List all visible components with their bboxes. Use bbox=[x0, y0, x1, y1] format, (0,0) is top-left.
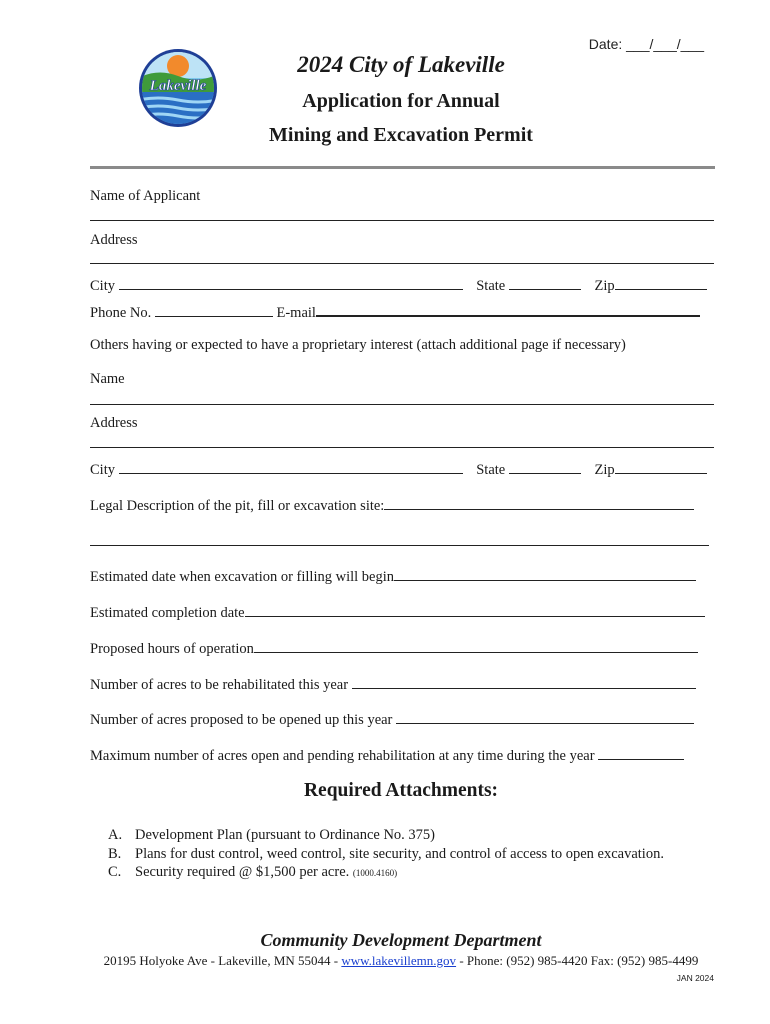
attachment-text: Development Plan (pursuant to Ordinance No. 375) bbox=[135, 827, 435, 843]
legal-description-row bbox=[90, 495, 714, 515]
attachment-item bbox=[108, 864, 397, 881]
acres-opened-row bbox=[90, 709, 714, 729]
attachment-marker: B. bbox=[108, 846, 122, 862]
applicant-city-label: City bbox=[90, 278, 115, 294]
hours-field[interactable] bbox=[254, 638, 698, 653]
acres-rehab-row bbox=[90, 674, 714, 694]
others-name-field[interactable] bbox=[90, 404, 714, 405]
page-title: 2024 City of Lakeville bbox=[297, 52, 505, 77]
attachments-title: Required Attachments: bbox=[303, 780, 499, 801]
logo-text: Lakeville bbox=[149, 78, 207, 94]
legal-description-label: Legal Description of the pit, fill or excavation site: bbox=[90, 498, 385, 514]
website-link[interactable]: www.lakevillemn.gov bbox=[341, 953, 457, 968]
attachment-marker: A. bbox=[108, 827, 123, 843]
completion-date-field[interactable] bbox=[245, 602, 705, 617]
applicant-address-label: Address bbox=[90, 232, 138, 248]
acres-opened-field[interactable] bbox=[396, 709, 694, 724]
applicant-name-label: Name of Applicant bbox=[90, 188, 201, 204]
applicant-address-field[interactable] bbox=[90, 263, 714, 264]
hours-row bbox=[90, 638, 714, 658]
footer-street: 20195 Holyoke Ave - Lakeville, MN 55044 - bbox=[103, 953, 342, 968]
attachment-text: Plans for dust control, weed control, site security, and control of access to open excavation. bbox=[135, 846, 664, 862]
others-name-label: Name bbox=[90, 371, 125, 387]
others-zip-label: Zip bbox=[594, 462, 615, 478]
applicant-city-field[interactable] bbox=[119, 275, 463, 290]
footer-department: Community Development Department bbox=[260, 930, 542, 950]
legal-description-field-line2[interactable] bbox=[90, 545, 709, 546]
max-acres-field[interactable] bbox=[598, 745, 684, 760]
attachment-item bbox=[108, 827, 435, 844]
page-subtitle-line2: Mining and Excavation Permit bbox=[269, 124, 533, 146]
start-date-field[interactable] bbox=[394, 566, 696, 581]
applicant-state-label: State bbox=[476, 278, 506, 294]
applicant-city-row bbox=[90, 275, 714, 295]
page-subtitle-line1: Application for Annual bbox=[302, 90, 500, 112]
completion-date-row bbox=[90, 602, 714, 622]
applicant-email-label: E-mail bbox=[276, 305, 316, 321]
applicant-name-field[interactable] bbox=[90, 220, 714, 221]
acres-rehab-label: Number of acres to be rehabilitated this year bbox=[90, 677, 349, 693]
hours-label: Proposed hours of operation bbox=[90, 641, 254, 657]
header-divider bbox=[90, 166, 715, 169]
applicant-contact-row bbox=[90, 301, 714, 322]
others-city-row bbox=[90, 459, 714, 479]
others-state-label: State bbox=[476, 462, 506, 478]
acres-opened-label: Number of acres proposed to be opened up this year bbox=[90, 712, 393, 728]
footer-address bbox=[0, 953, 770, 969]
max-acres-row bbox=[90, 745, 714, 765]
footer-contact: - Phone: (952) 985-4420 Fax: (952) 985-4499 bbox=[456, 953, 699, 968]
others-zip-field[interactable] bbox=[615, 459, 707, 474]
date-field[interactable]: Date: ___/___/___ bbox=[588, 36, 704, 52]
others-address-field[interactable] bbox=[90, 447, 714, 448]
legal-description-field[interactable] bbox=[384, 495, 694, 510]
applicant-zip-label: Zip bbox=[594, 278, 615, 294]
revision-date: JAN 2024 bbox=[676, 973, 714, 983]
attachment-text: Security required @ $1,500 per acre. bbox=[135, 864, 350, 880]
applicant-phone-label: Phone No. bbox=[90, 305, 152, 321]
max-acres-label: Maximum number of acres open and pending rehabilitation at any time during the year bbox=[90, 748, 595, 764]
start-date-row bbox=[90, 566, 714, 586]
applicant-zip-field[interactable] bbox=[615, 275, 707, 290]
start-date-label: Estimated date when excavation or filling will begin bbox=[90, 569, 395, 585]
others-intro: Others having or expected to have a proprietary interest (attach additional page if necessary) bbox=[90, 337, 626, 353]
completion-date-label: Estimated completion date bbox=[90, 605, 245, 621]
applicant-email-field[interactable] bbox=[316, 301, 700, 317]
others-city-label: City bbox=[90, 462, 115, 478]
acres-rehab-field[interactable] bbox=[352, 674, 696, 689]
applicant-state-field[interactable] bbox=[509, 275, 581, 290]
attachment-note: (1000.4160) bbox=[352, 868, 398, 878]
others-state-field[interactable] bbox=[509, 459, 581, 474]
attachment-item bbox=[108, 846, 664, 863]
others-city-field[interactable] bbox=[119, 459, 463, 474]
applicant-phone-field[interactable] bbox=[155, 302, 273, 317]
others-address-label: Address bbox=[90, 415, 138, 431]
attachment-marker: C. bbox=[108, 864, 122, 880]
